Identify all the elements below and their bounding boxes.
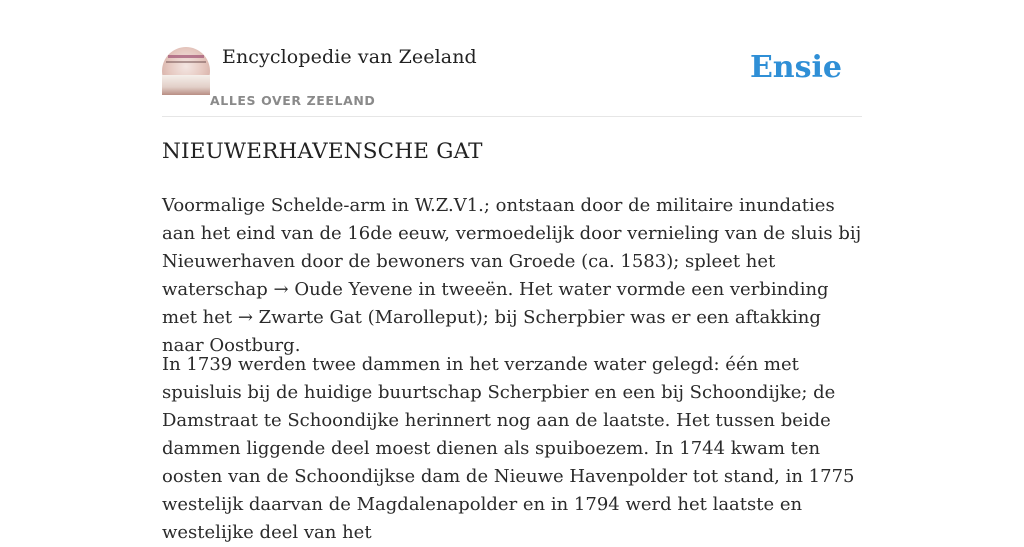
avatar-book-line — [166, 61, 206, 63]
content-container — [162, 0, 862, 543]
article-paragraph-2: In 1739 werden twee dammen in het verzande water gelegd: één met spuisluis bij de huidige buurtschap Scherpbier en een bij Schoondijke; de Damstraat te Schoondijke herinnert nog aan de laatste. Het tussen beide dammen liggende deel moest dienen als spuiboezem. In 1744 kwam ten oosten van de Schoondijkse dam de Nieuwe Havenpolder tot stand, in 1775 westelijk daarvan de Magdalenapolder en in 1794 werd het laatste en westelijke deel van het — [162, 354, 855, 543]
avatar-book-stripe — [168, 55, 204, 58]
ensie-logo-link[interactable]: Ensie — [749, 50, 842, 85]
encyclopedia-avatar[interactable] — [162, 47, 210, 95]
article-paragraph-1: Voormalige Schelde-arm in W.Z.V1.; ontstaan door de militaire inundaties aan het eind van de 16de eeuw, vermoedelijk door vernieling van de sluis bij Nieuwerhaven door de bewoners van Groede (ca. 1583); spleet het waterschap → Oude Yevene in tweeën. Het water vormde een verbinding met het → Zwarte Gat (Marolleput); bij Scherpbier was er een aftakking naar Oostburg. — [162, 195, 862, 356]
avatar-book-pages — [162, 75, 210, 95]
site-tagline: ALLES OVER ZEELAND — [210, 93, 376, 108]
article-title: NIEUWERHAVENSCHE GAT — [162, 139, 483, 164]
site-name-link[interactable]: Encyclopedie van Zeeland — [222, 46, 477, 68]
site-header — [162, 0, 862, 117]
